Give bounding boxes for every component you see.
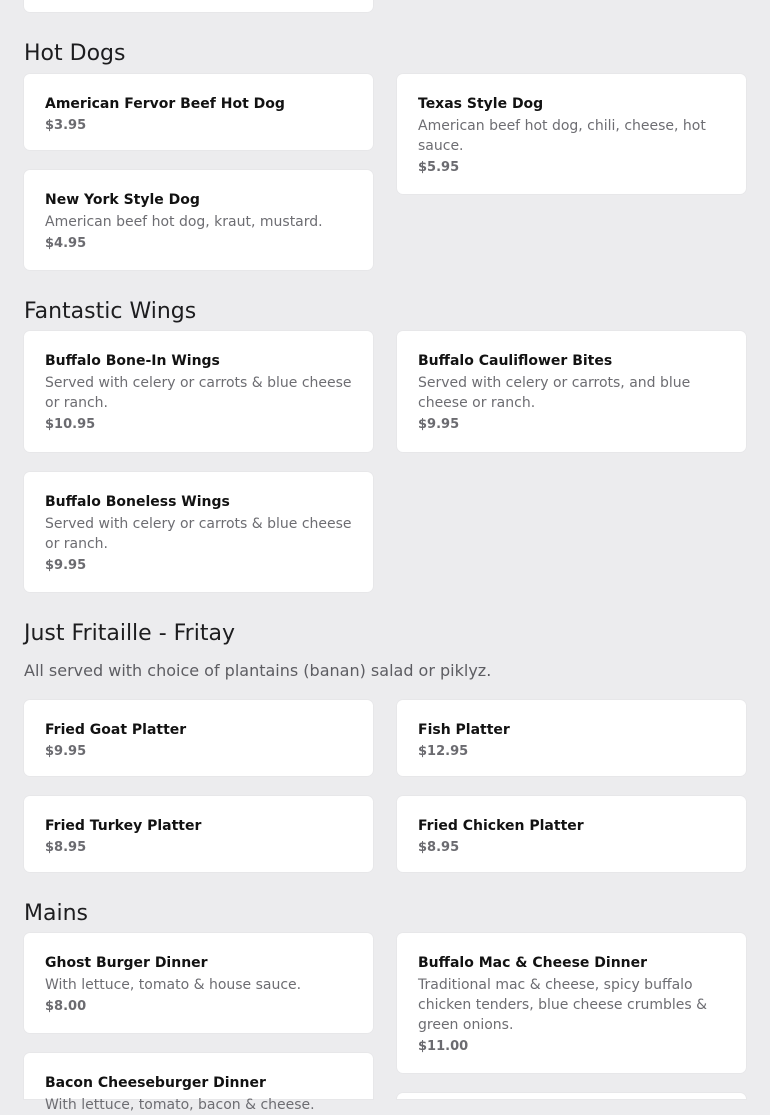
item-price: $8.00 [45, 999, 87, 1014]
item-price: $9.95 [45, 558, 87, 573]
item-name: Texas Style Dog [418, 96, 544, 112]
item-description: With lettuce, tomato & house sauce. [45, 977, 302, 993]
item-name: American Fervor Beef Hot Dog [45, 96, 285, 112]
item-name: Buffalo Boneless Wings [45, 494, 230, 510]
menu-item-card[interactable] [24, 74, 373, 150]
item-price: $11.00 [418, 1039, 469, 1054]
section-note: All served with choice of plantains (banan) salad or piklyz. [24, 661, 492, 680]
item-description: American beef hot dog, chili, cheese, hot sauce. [418, 118, 706, 154]
menu-item-card[interactable] [397, 74, 746, 194]
item-price: $12.95 [418, 744, 469, 759]
item-name: Buffalo Mac & Cheese Dinner [418, 955, 648, 971]
item-description: Served with celery or carrots & blue cheese or ranch. [45, 516, 352, 552]
menu-item-card[interactable] [24, 331, 373, 452]
section-title-hot-dogs: Hot Dogs [24, 41, 126, 66]
item-name: Bacon Cheeseburger Dinner [45, 1075, 266, 1091]
section-title-fantastic-wings: Fantastic Wings [24, 299, 197, 324]
item-name: Fish Platter [418, 722, 510, 738]
menu-item-card[interactable] [24, 796, 373, 872]
item-price: $9.95 [45, 744, 87, 759]
item-description: With lettuce, tomato, bacon & cheese. [45, 1097, 315, 1113]
item-name: Buffalo Bone-In Wings [45, 353, 220, 369]
item-price: $9.95 [418, 417, 460, 432]
item-description: American beef hot dog, kraut, mustard. [45, 214, 323, 230]
menu-item-card-partial[interactable] [24, 0, 373, 12]
menu-item-card-partial[interactable] [397, 1093, 746, 1099]
item-price: $8.95 [418, 840, 460, 855]
menu-item-card[interactable] [24, 170, 373, 270]
menu-item-card[interactable] [397, 933, 746, 1073]
menu-item-card[interactable] [24, 1053, 373, 1113]
menu-item-card[interactable] [24, 472, 373, 592]
item-name: Buffalo Cauliflower Bites [418, 353, 613, 369]
menu-item-card[interactable] [397, 796, 746, 872]
section-title-just-fritaille: Just Fritaille - Fritay [24, 621, 235, 646]
item-price: $3.95 [45, 118, 87, 133]
item-name: Ghost Burger Dinner [45, 955, 208, 971]
item-name: New York Style Dog [45, 192, 200, 208]
item-price: $4.95 [45, 236, 87, 251]
menu-item-card[interactable] [397, 700, 746, 776]
menu-item-card[interactable] [24, 933, 373, 1033]
item-description: Served with celery or carrots, and blue cheese or ranch. [418, 375, 691, 411]
item-price: $8.95 [45, 840, 87, 855]
menu-item-card[interactable] [397, 331, 746, 452]
menu-item-card[interactable] [24, 700, 373, 776]
item-description: Traditional mac & cheese, spicy buffalo chicken tenders, blue cheese crumbles & green onions. [418, 977, 708, 1033]
item-price: $5.95 [418, 160, 460, 175]
item-description: Served with celery or carrots & blue cheese or ranch. [45, 375, 352, 411]
section-title-mains: Mains [24, 901, 88, 926]
item-name: Fried Goat Platter [45, 722, 187, 738]
item-price: $10.95 [45, 417, 96, 432]
item-name: Fried Chicken Platter [418, 818, 584, 834]
item-name: Fried Turkey Platter [45, 818, 202, 834]
